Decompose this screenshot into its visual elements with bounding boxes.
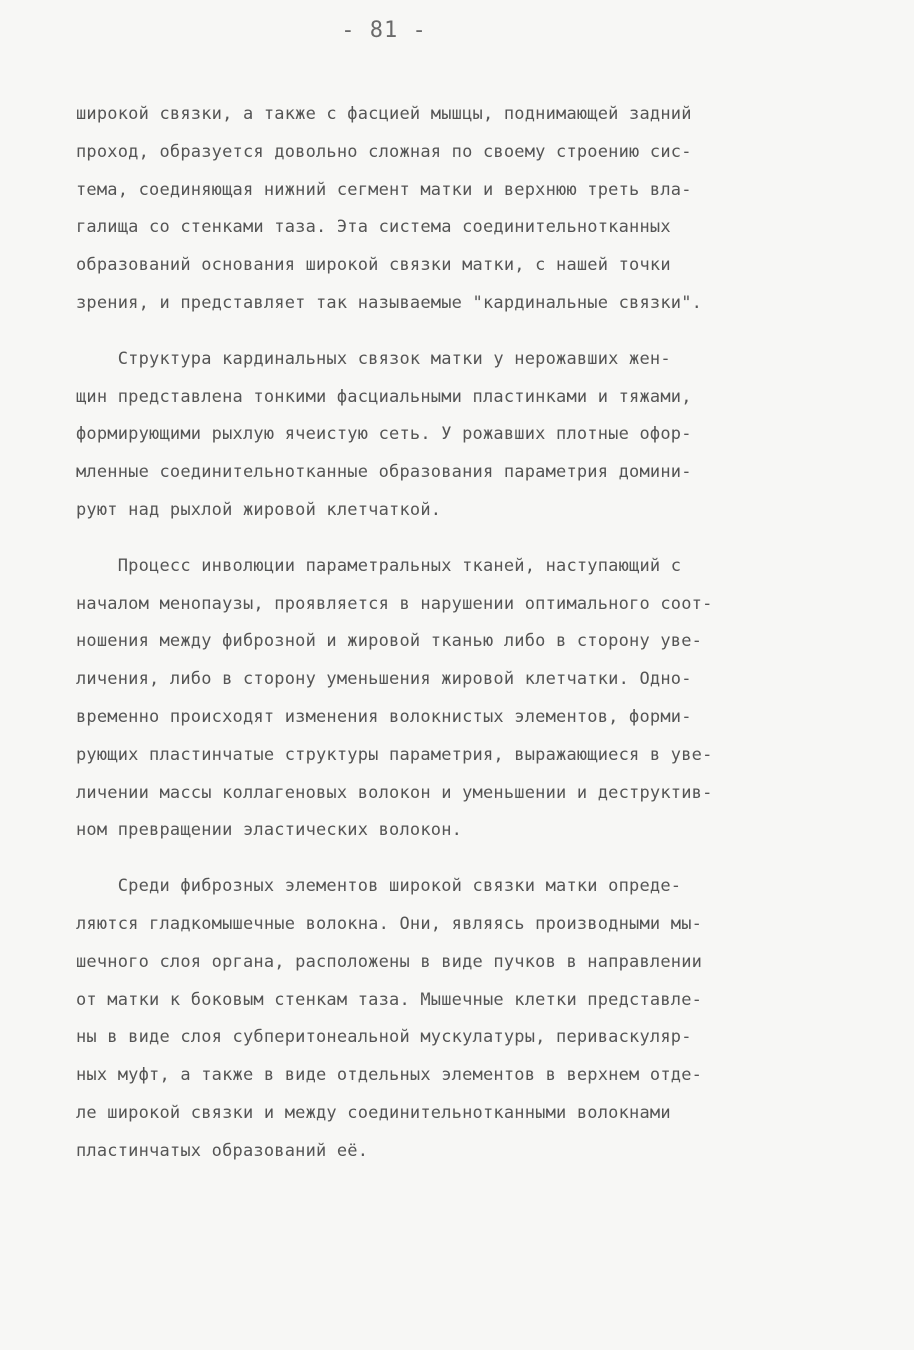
text-line: образований основания широкой связки матки, с нашей точки: [76, 255, 671, 276]
body-text: [76, 96, 856, 1171]
text-line: Структура кардинальных связок матки у нерожавших жен-: [76, 348, 671, 369]
text-line: началом менопаузы, проявляется в нарушении оптимального соот-: [76, 593, 713, 614]
page-number: - 81 -: [341, 18, 427, 43]
text-line: тема, соединяющая нижний сегмент матки и верхнюю треть вла-: [76, 179, 692, 200]
text-line: шечного слоя органа, расположены в виде пучков в направлении: [76, 951, 703, 972]
text-line: временно происходят изменения волокнистых элементов, форми-: [76, 706, 692, 727]
text-line: галища со стенками таза. Эта система соединительнотканных: [76, 217, 671, 238]
text-line: пластинчатых образований её.: [76, 1140, 369, 1161]
text-line: мленные соединительнотканные образования параметрия домини-: [76, 462, 692, 483]
text-line: руют над рыхлой жировой клетчаткой.: [76, 499, 442, 520]
text-line: широкой связки, а также с фасцией мышцы, поднимающей задний: [76, 104, 692, 124]
text-line: щин представлена тонкими фасциальными пластинками и тяжами,: [76, 386, 692, 407]
paragraph-1: [76, 96, 856, 323]
text-line: ле широкой связки и между соединительнотканными волокнами: [76, 1102, 671, 1123]
text-line: проход, образуется довольно сложная по своему строению сис-: [76, 141, 692, 162]
paragraph-4: [76, 868, 856, 1170]
text-line: ношения между фиброзной и жировой тканью либо в сторону уве-: [76, 631, 703, 652]
text-line: Процесс инволюции параметральных тканей, наступающий с: [76, 555, 682, 576]
text-line: Среди фиброзных элементов широкой связки матки опреде-: [76, 876, 682, 897]
text-line: формирующими рыхлую ячеистую сеть. У рожавших плотные офор-: [76, 424, 692, 445]
text-line: личения, либо в сторону уменьшения жировой клетчатки. Одно-: [76, 669, 692, 690]
text-line: рующих пластинчатые структуры параметрия, выражающиеся в уве-: [76, 744, 713, 765]
text-line: личении массы коллагеновых волокон и уменьшении и деструктив-: [76, 782, 713, 803]
paragraph-3: [76, 548, 856, 850]
text-line: ном превращении эластических волокон.: [76, 820, 463, 841]
text-line: ны в виде слоя субперитонеальной мускулатуры, периваскуляр-: [76, 1027, 692, 1048]
text-line: зрения, и представляет так называемые "кардинальные связки".: [76, 292, 703, 313]
text-line: ных муфт, а также в виде отдельных элементов в верхнем отде-: [76, 1065, 703, 1086]
paragraph-2: [76, 341, 856, 530]
text-line: от матки к боковым стенкам таза. Мышечные клетки представле-: [76, 989, 703, 1010]
text-line: ляются гладкомышечные волокна. Они, являясь производными мы-: [76, 913, 703, 934]
